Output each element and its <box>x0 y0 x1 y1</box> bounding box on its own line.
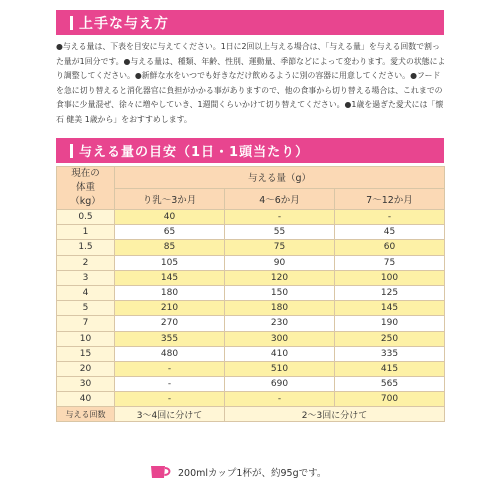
weight-cell: 10 <box>57 331 115 346</box>
weight-cell: 40 <box>57 392 115 407</box>
amount-cell: 510 <box>225 361 335 376</box>
amount-cell: 55 <box>225 225 335 240</box>
feeding-amount-table <box>56 166 445 422</box>
feeding-instructions: ●与える量は、下表を目安に与えてください。1日に2回以上与える場合は、「与える量」を与える回数で割った量が1回分です。●与える量は、種類、年齢、性別、運動量、季節などによって変わります。愛犬の状態により調整してください。●新鮮な水をいつでも好きなだけ飲めるように別の容器に用意してください。●フードを急に切り替えると消化器官に負担がかかる事がありますので、他の食事から切り替える場合は、これまでの食事に少量混ぜ、徐々に増やしていき、1週間くらいかけて切り替えてください。●1歳を過ぎた愛犬には「懐石 健美 1歳から」をおすすめします。 <box>56 42 446 124</box>
amount-cell: 120 <box>225 270 335 285</box>
amount-cell: 355 <box>115 331 225 346</box>
amount-cell: - <box>115 377 225 392</box>
table-row <box>57 346 445 361</box>
amount-column-header: 与える量（g） <box>115 167 445 189</box>
age-column-header: 7～12か月 <box>335 188 445 210</box>
frequency-row <box>57 407 445 422</box>
frequency-young: 3～4回に分けて <box>115 407 225 422</box>
amount-cell: 60 <box>335 240 445 255</box>
amount-cell: 565 <box>335 377 445 392</box>
age-column-header: 4～6か月 <box>225 188 335 210</box>
amount-cell: 75 <box>335 255 445 270</box>
age-column-header: り乳～3か月 <box>115 188 225 210</box>
weight-cell: 4 <box>57 285 115 300</box>
weight-cell: 1 <box>57 225 115 240</box>
amount-cell: 125 <box>335 285 445 300</box>
amount-cell: - <box>115 361 225 376</box>
weight-cell: 1.5 <box>57 240 115 255</box>
section-title: 上手な与え方 <box>79 15 169 32</box>
amount-cell: 75 <box>225 240 335 255</box>
table-row <box>57 255 445 270</box>
amount-cell: 415 <box>335 361 445 376</box>
table-row <box>57 301 445 316</box>
amount-cell: 105 <box>115 255 225 270</box>
table-row <box>57 285 445 300</box>
weight-cell: 7 <box>57 316 115 331</box>
table-row <box>57 377 445 392</box>
weight-column-header <box>57 167 115 210</box>
amount-cell: 150 <box>225 285 335 300</box>
table-row <box>57 361 445 376</box>
frequency-label: 与える回数 <box>57 407 115 422</box>
amount-cell: 145 <box>335 301 445 316</box>
amount-cell: 250 <box>335 331 445 346</box>
amount-cell: 145 <box>115 270 225 285</box>
section-header-feeding-amount <box>56 138 444 163</box>
table-row <box>57 331 445 346</box>
table-row <box>57 225 445 240</box>
amount-cell: - <box>225 210 335 225</box>
amount-cell: 65 <box>115 225 225 240</box>
amount-cell: 180 <box>115 285 225 300</box>
weight-cell: 3 <box>57 270 115 285</box>
amount-cell: 335 <box>335 346 445 361</box>
cup-note <box>150 464 326 480</box>
amount-cell: 270 <box>115 316 225 331</box>
amount-cell: - <box>335 210 445 225</box>
frequency-older: 2～3回に分けて <box>225 407 445 422</box>
amount-cell: 480 <box>115 346 225 361</box>
amount-cell: 410 <box>225 346 335 361</box>
amount-cell: 90 <box>225 255 335 270</box>
amount-cell: 180 <box>225 301 335 316</box>
weight-cell: 30 <box>57 377 115 392</box>
header-bar-decoration <box>70 144 73 158</box>
section-header-feeding-method <box>56 10 444 35</box>
amount-cell: 700 <box>335 392 445 407</box>
measuring-cup-icon <box>150 465 172 479</box>
amount-cell: 690 <box>225 377 335 392</box>
weight-cell: 15 <box>57 346 115 361</box>
table-row <box>57 240 445 255</box>
table-row <box>57 210 445 225</box>
amount-cell: 45 <box>335 225 445 240</box>
table-row <box>57 392 445 407</box>
amount-cell: - <box>115 392 225 407</box>
cup-note-text: 200mlカップ1杯が、約95gです。 <box>178 468 327 479</box>
section-title: 与える量の目安（1日・1頭当たり） <box>79 145 310 160</box>
amount-cell: 210 <box>115 301 225 316</box>
weight-cell: 20 <box>57 361 115 376</box>
table-row <box>57 316 445 331</box>
amount-cell: - <box>225 392 335 407</box>
amount-cell: 190 <box>335 316 445 331</box>
amount-cell: 40 <box>115 210 225 225</box>
table-row <box>57 270 445 285</box>
amount-cell: 85 <box>115 240 225 255</box>
amount-cell: 300 <box>225 331 335 346</box>
weight-cell: 0.5 <box>57 210 115 225</box>
amount-cell: 230 <box>225 316 335 331</box>
header-bar-decoration <box>70 16 73 30</box>
weight-header-text: 現在の体重（kg） <box>70 168 101 207</box>
amount-cell: 100 <box>335 270 445 285</box>
weight-cell: 5 <box>57 301 115 316</box>
weight-cell: 2 <box>57 255 115 270</box>
